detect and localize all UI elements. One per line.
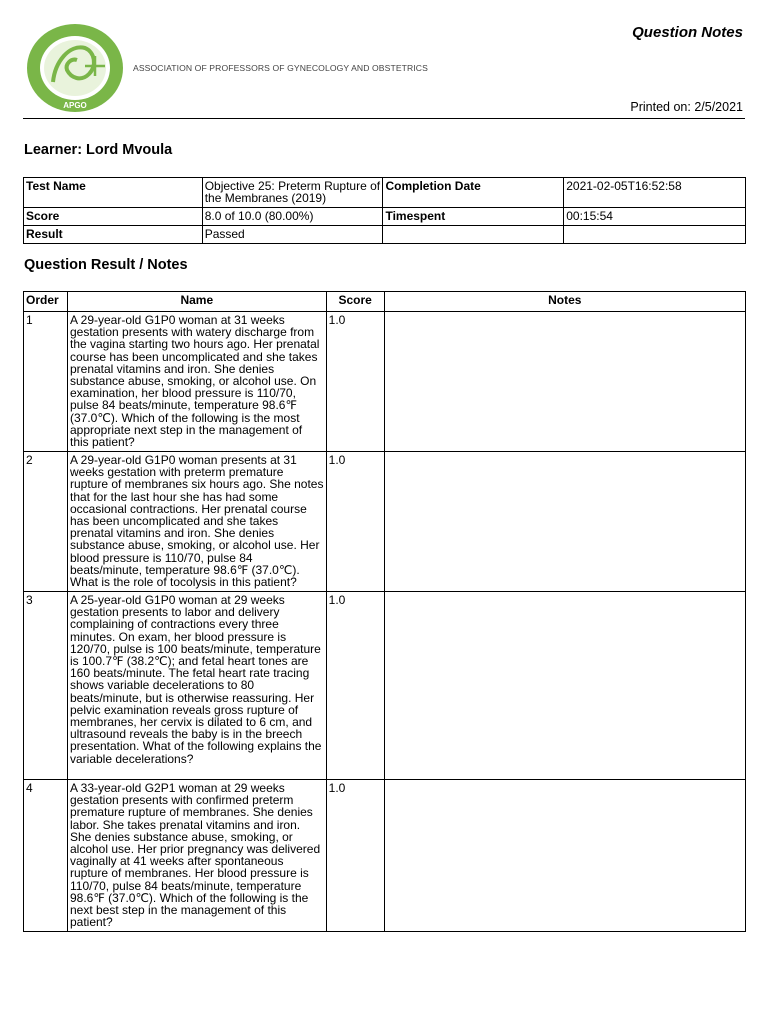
row-notes bbox=[384, 592, 745, 780]
page-header bbox=[0, 0, 768, 120]
learner-name: Learner: Lord Mvoula bbox=[24, 142, 173, 158]
table-row bbox=[24, 312, 746, 452]
header-divider bbox=[23, 118, 745, 119]
completion-date-value: 2021-02-05T16:52:58 bbox=[564, 178, 746, 208]
table-row bbox=[24, 780, 746, 932]
summary-row-result bbox=[24, 226, 746, 244]
summary-row-test bbox=[24, 178, 746, 208]
test-name-label: Test Name bbox=[24, 178, 203, 208]
empty-cell bbox=[383, 226, 564, 244]
completion-date-label: Completion Date bbox=[383, 178, 564, 208]
row-order: 4 bbox=[24, 780, 68, 932]
table-row bbox=[24, 592, 746, 780]
score-label: Score bbox=[24, 208, 203, 226]
row-score: 1.0 bbox=[326, 780, 384, 932]
column-header-notes: Notes bbox=[384, 292, 745, 312]
organization-name: ASSOCIATION OF PROFESSORS OF GYNECOLOGY AND OBSTETRICS bbox=[133, 63, 428, 73]
column-header-name: Name bbox=[67, 292, 326, 312]
row-question: A 33-year-old G2P1 woman at 29 weeks gestation presents with confirmed preterm premature rupture of membranes. She denies labor. She takes prenatal vitamins and iron. She denies substance abuse, smoking, or alcohol use. Her prior pregnancy was delivered vaginally at 41 weeks after spontaneous rupture of membranes. Her blood pressure is 110/70, pulse 84 beats/minute, temperature 98.6℉ (37.0℃). Which of the following is the next best step in the management of this patient? bbox=[67, 780, 326, 932]
row-question: A 29-year-old G1P0 woman presents at 31 weeks gestation with preterm premature rupture of membranes six hours ago. She notes that for the last hour she has had some occasional contractions. Her prenatal course has been uncomplicated and she takes prenatal vitamins and iron. She denies substance abuse, smoking, or alcohol use. Her blood pressure is 110/70, pulse 84 beats/minute, temperature 98.6℉ (37.0℃). What is the role of tocolysis in this patient? bbox=[67, 452, 326, 592]
timespent-value: 00:15:54 bbox=[564, 208, 746, 226]
score-value: 8.0 of 10.0 (80.00%) bbox=[202, 208, 383, 226]
column-header-score: Score bbox=[326, 292, 384, 312]
summary-table bbox=[23, 177, 746, 244]
row-order: 2 bbox=[24, 452, 68, 592]
row-question: A 25-year-old G1P0 woman at 29 weeks gestation presents to labor and delivery complaining of contractions every three minutes. On exam, her blood pressure is 120/70, pulse is 100 beats/minute, temperature is 100.7℉ (38.2℃); and fetal heart tones are 160 beats/minute. The fetal heart rate tracing shows variable decelerations to 80 beats/minute, but is otherwise reassuring. Her pelvic examination reveals gross rupture of membranes, her cervix is dilated to 6 cm, and ultrasound reveals the baby is in the breech presentation. What of the following explains the variable decelerations? bbox=[67, 592, 326, 780]
table-row bbox=[24, 452, 746, 592]
row-score: 1.0 bbox=[326, 592, 384, 780]
logo-apgo-text: APGO bbox=[63, 101, 87, 110]
timespent-label: Timespent bbox=[383, 208, 564, 226]
summary-row-score bbox=[24, 208, 746, 226]
row-score: 1.0 bbox=[326, 452, 384, 592]
results-header-row bbox=[24, 292, 746, 312]
document-title: Question Notes bbox=[632, 24, 743, 41]
section-title: Question Result / Notes bbox=[24, 257, 188, 273]
row-order: 1 bbox=[24, 312, 68, 452]
result-label: Result bbox=[24, 226, 203, 244]
row-notes bbox=[384, 312, 745, 452]
row-score: 1.0 bbox=[326, 312, 384, 452]
row-notes bbox=[384, 780, 745, 932]
row-order: 3 bbox=[24, 592, 68, 780]
results-table bbox=[23, 291, 746, 932]
column-header-order: Order bbox=[24, 292, 68, 312]
result-value: Passed bbox=[202, 226, 383, 244]
test-name-value: Objective 25: Preterm Rupture of the Membranes (2019) bbox=[202, 178, 383, 208]
empty-cell bbox=[564, 226, 746, 244]
printed-on-date: Printed on: 2/5/2021 bbox=[630, 100, 743, 114]
apgo-logo bbox=[25, 22, 125, 114]
row-notes bbox=[384, 452, 745, 592]
row-question: A 29-year-old G1P0 woman at 31 weeks gestation presents with watery discharge from the vagina starting two hours ago. Her prenatal course has been uncomplicated and she takes prenatal vitamins and iron. She denies substance abuse, smoking, or alcohol use. On examination, her blood pressure is 110/70, pulse 84 beats/minute, temperature 98.6℉ (37.0℃). Which of the following is the most appropriate next step in the management of this patient? bbox=[67, 312, 326, 452]
